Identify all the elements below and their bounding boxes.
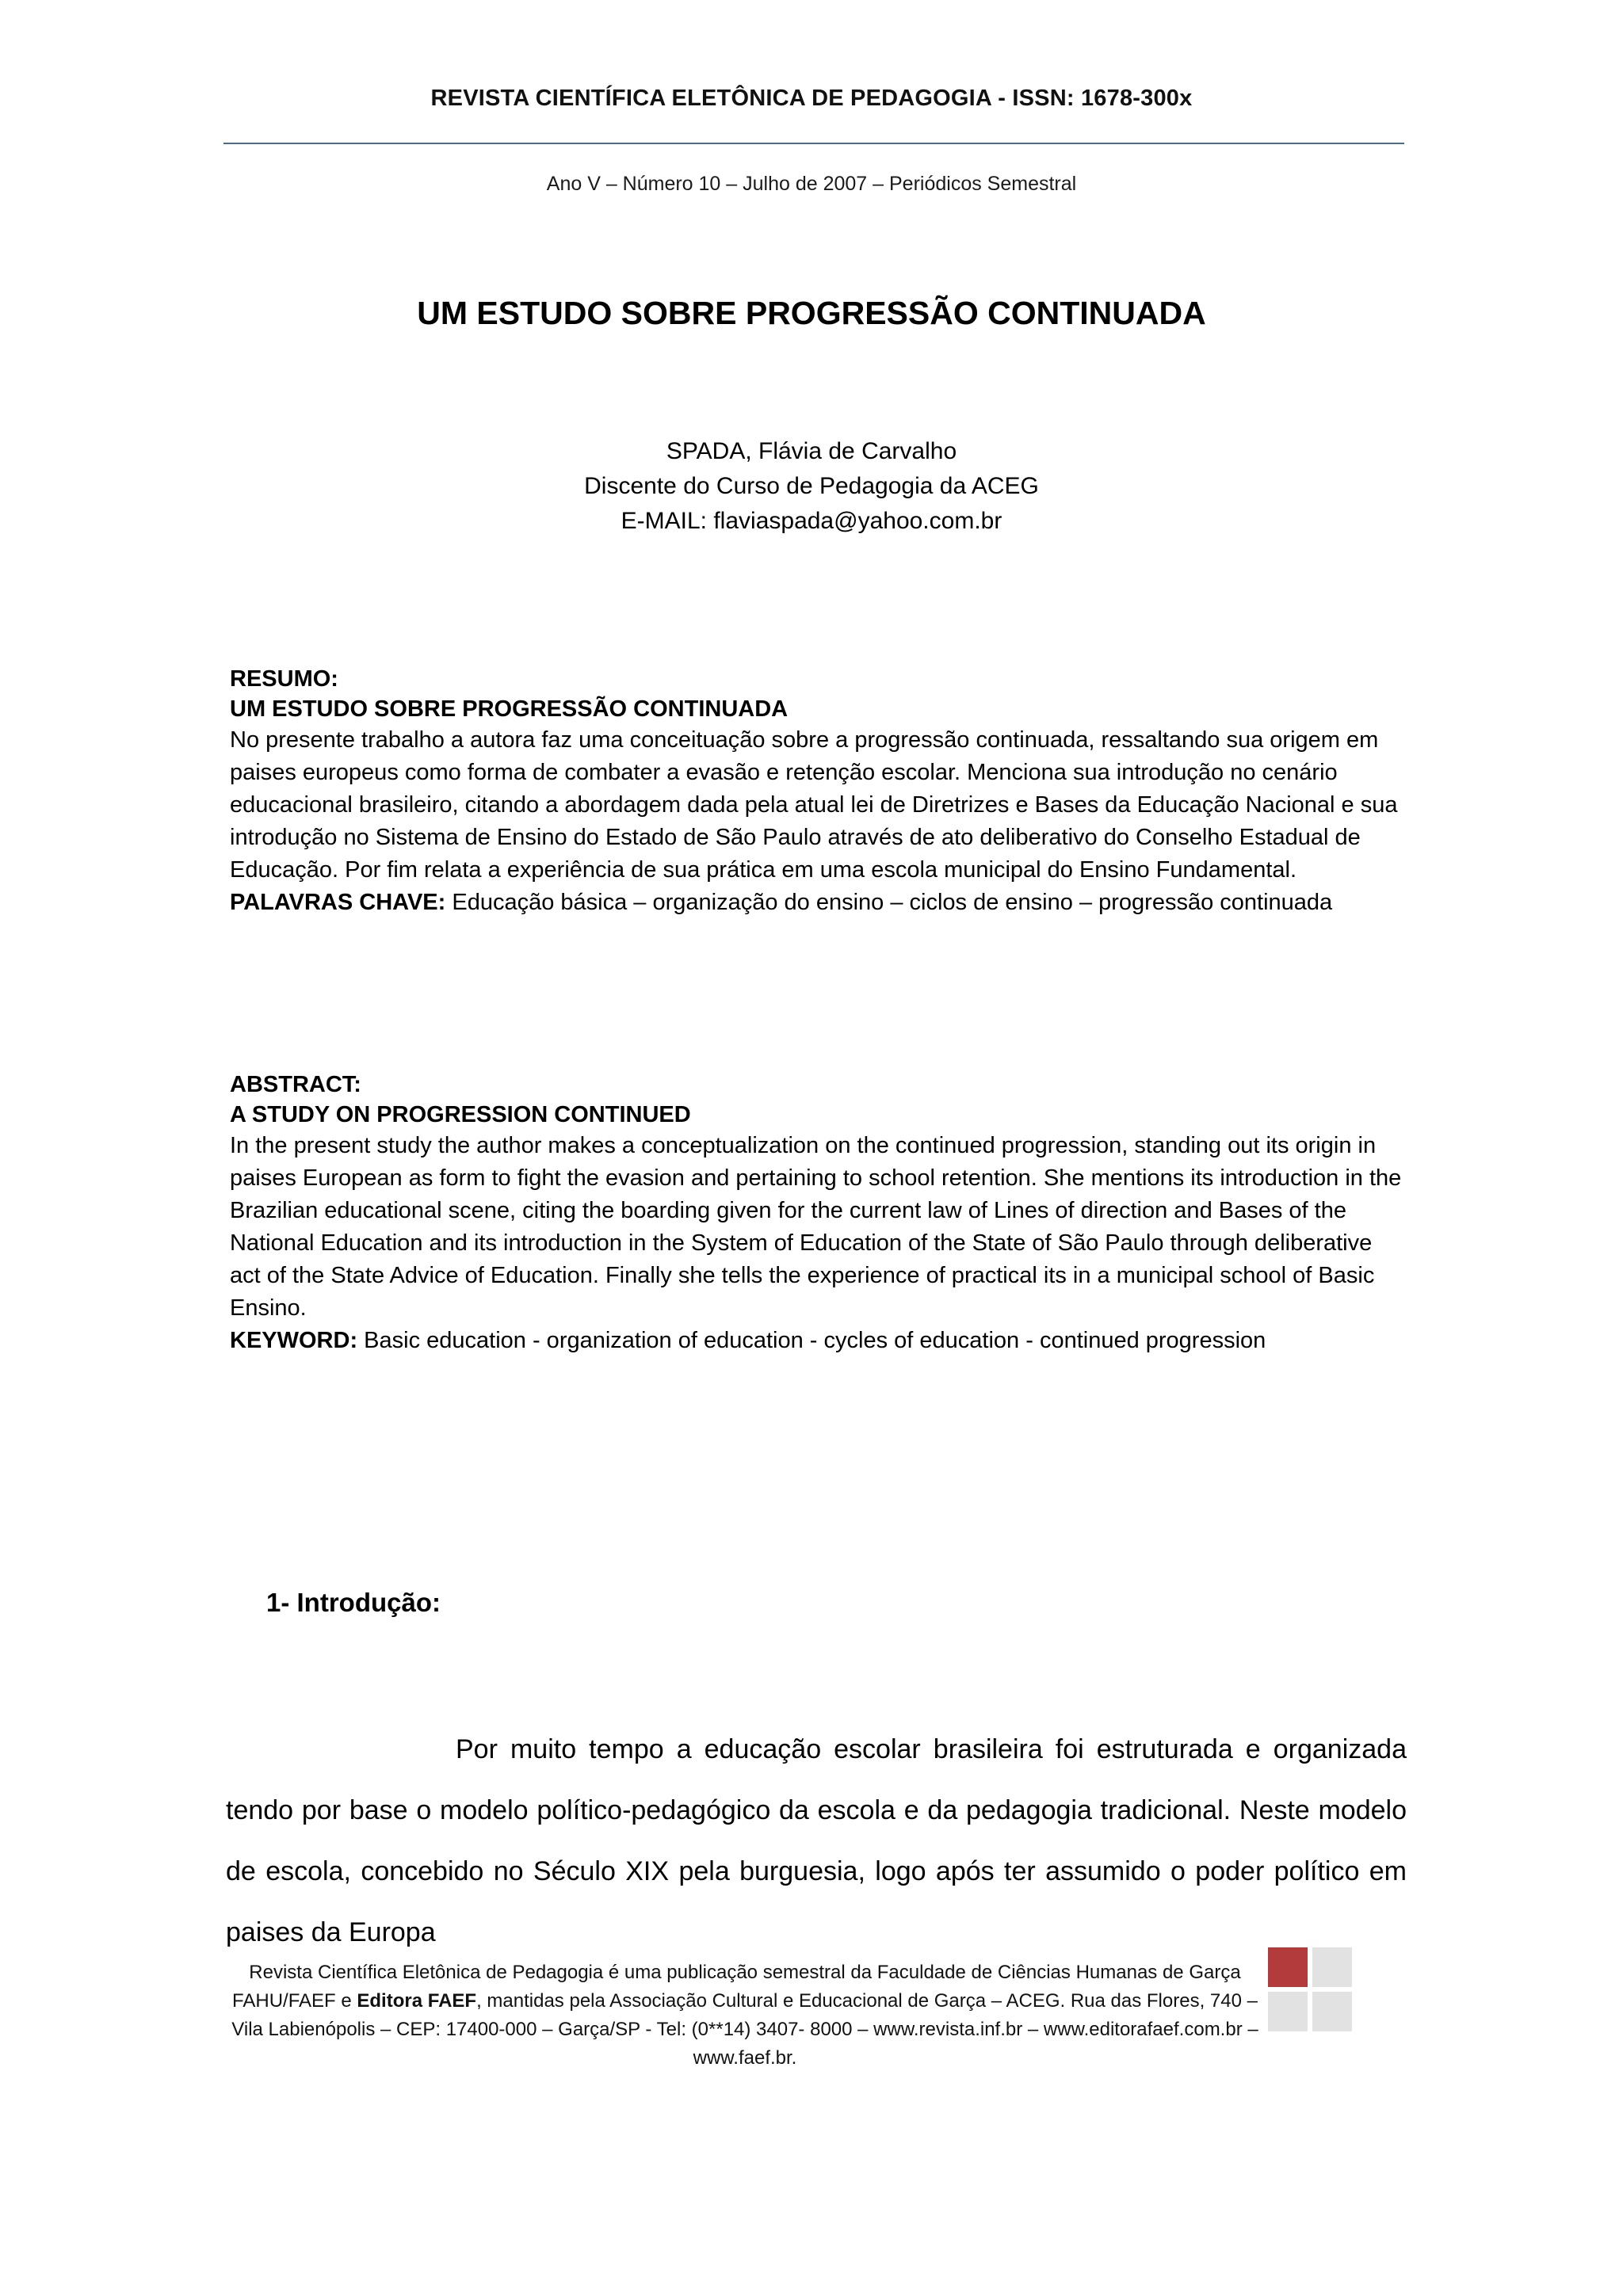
author-name: SPADA, Flávia de Carvalho — [666, 438, 957, 464]
abstract-pt-text: No presente trabalho a autora faz uma conceituação sobre a progressão continuada, ressaltando sua origem em paises europeus como forma de combater a evasão e retenção escolar. Menciona sua introdução no cenário educacional brasileiro, citando a abordagem dada pela atual lei de Diretrizes e Bases da Educação Nacional e sua introdução no Sistema de Ensino do Estado de São Paulo através de ato deliberativo do Conselho Estadual de Educação. Por fim relata a experiência de sua prática em uma escola municipal do Ensino Fundamental. — [230, 727, 1398, 883]
footer-line-4: 8000 – www.revista.inf.br – www.editorafaef.com.br – www.faef.br. — [693, 2019, 1258, 2069]
logo-cell-bottom-right — [1312, 1992, 1352, 2031]
journal-header: REVISTA CIENTÍFICA ELETÔNICA DE PEDAGOGIA - ISSN: 1678-300x — [430, 86, 1193, 111]
footer-line-1: Revista Científica Eletônica de Pedagogia é uma publicação semestral da Faculdade de Ciências — [249, 1962, 1071, 1983]
logo-cell-top-left — [1268, 1947, 1308, 1987]
abstract-pt-label: RESUMO: — [230, 666, 338, 692]
abstract-pt-title: UM ESTUDO SOBRE PROGRESSÃO CONTINUADA — [230, 696, 789, 722]
abstract-pt-section — [230, 664, 1403, 919]
faef-logo-icon — [1268, 1947, 1355, 2035]
footer-line-2c: , mantidas pela Associação Cultural e Educacional de — [476, 1990, 930, 2012]
section-heading-introducao: 1- Introdução: — [266, 1588, 441, 1617]
abstract-pt-keywords-value: Educação básica – organização do ensino – ciclos de ensino – progressão continuada — [452, 890, 1333, 915]
abstract-en-title: A STUDY ON PROGRESSION CONTINUED — [230, 1102, 691, 1127]
logo-cell-bottom-left — [1268, 1992, 1308, 2031]
abstract-en-keywords — [230, 1325, 1403, 1357]
author-affiliation: Discente do Curso de Pedagogia da ACEG — [584, 473, 1039, 499]
abstract-en-label: ABSTRACT: — [230, 1072, 361, 1097]
author-block — [0, 434, 1623, 539]
abstract-en-section — [230, 1070, 1403, 1357]
footer-line-3: Garça – ACEG. Rua das Flores, 740 – Vila Labienópolis – CEP: 17400-000 – Garça/SP - Tel: (0**14) 3407- — [231, 1990, 1258, 2040]
page-footer — [230, 1958, 1260, 2073]
abstract-pt-keywords-label: PALAVRAS CHAVE: — [230, 890, 446, 915]
page-title: UM ESTUDO SOBRE PROGRESSÃO CONTINUADA — [417, 295, 1206, 331]
logo-cell-top-right — [1312, 1947, 1352, 1987]
header-divider — [223, 143, 1404, 144]
author-email: E-MAIL: flaviaspada@yahoo.com.br — [621, 508, 1002, 534]
issue-line: Ano V – Número 10 – Julho de 2007 – Periódicos Semestral — [546, 173, 1077, 195]
abstract-pt-keywords — [230, 887, 1403, 919]
footer-publisher: Editora FAEF — [357, 1990, 477, 2012]
intro-paragraph — [226, 1719, 1407, 1963]
abstract-en-keywords-label: KEYWORD: — [230, 1328, 358, 1353]
abstract-en-keywords-value: Basic education - organization of education - cycles of education - continued progression — [364, 1328, 1266, 1353]
abstract-en-text: In the present study the author makes a conceptualization on the continued progression, standing out its origin in paises European as form to fight the evasion and pertaining to school retention. She mentions its introduction in the Brazilian educational scene, citing the boarding given for the current law of Lines of direction and Bases of the National Education and its introduction in the System of Education of the State of São Paulo through deliberative act of the State Advice of Education. Finally she tells the experience of practical its in a municipal school of Basic Ensino. — [230, 1133, 1402, 1321]
intro-paragraph-text: Por muito tempo a educação escolar brasileira foi estruturada e organizada tendo por base o modelo político-pedagógico da escola e da pedagogia tradicional. Neste modelo de escola, concebido no Século XIX pela burguesia, logo após ter assumido o poder político em paises da Europa — [226, 1734, 1407, 1947]
footer-line-2a: Humanas de Garça FAHU/FAEF e — [232, 1962, 1241, 2012]
